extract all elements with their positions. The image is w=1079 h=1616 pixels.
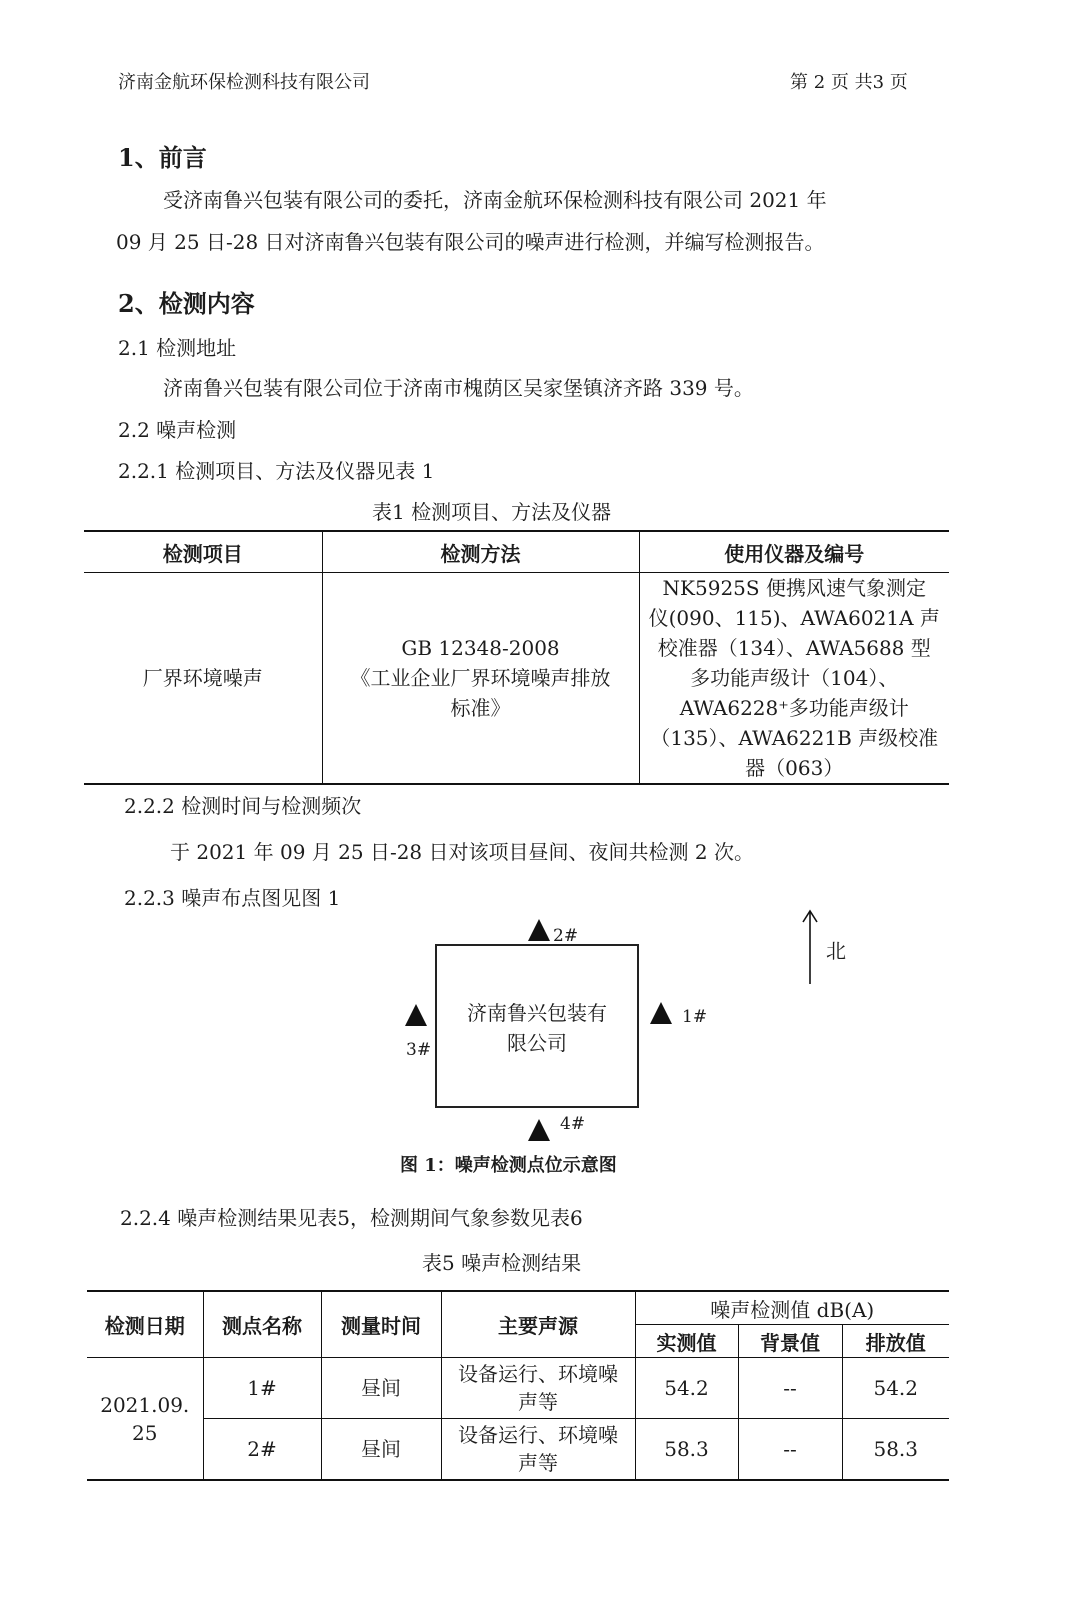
point-4-triangle-icon bbox=[528, 1119, 550, 1141]
table-1-item: 厂界环境噪声 bbox=[142, 666, 263, 690]
table-1-header-method: 检测方法 bbox=[322, 531, 639, 573]
table-1-method bbox=[322, 573, 639, 785]
table-1 bbox=[84, 530, 949, 785]
point-3-triangle-icon bbox=[405, 1004, 427, 1026]
measured-cell: 54.2 bbox=[635, 1358, 738, 1419]
section-2-2-3-heading: 2.2.3 噪声布点图见图 1 bbox=[124, 886, 341, 910]
schedule-text: 于 2021 年 09 月 25 日-28 日对该项目昼间、夜间共检测 2 次。 bbox=[170, 840, 754, 864]
source-cell bbox=[441, 1419, 635, 1481]
section-2-title: 2、检测内容 bbox=[118, 289, 255, 318]
table-1-caption: 表1 检测项目、方法及仪器 bbox=[372, 500, 612, 524]
address-text: 济南鲁兴包装有限公司位于济南市槐荫区吴家堡镇济齐路 339 号。 bbox=[163, 376, 754, 400]
point-1-triangle-icon bbox=[650, 1002, 672, 1024]
point-cell: 1# bbox=[203, 1358, 321, 1419]
instrument-line: 器（063） bbox=[745, 756, 844, 780]
point-1-label: 1# bbox=[682, 1007, 708, 1027]
source-line: 声等 bbox=[518, 1390, 558, 1414]
table-5-header-date: 检测日期 bbox=[87, 1291, 203, 1358]
table-5-header-time: 测量时间 bbox=[321, 1291, 441, 1358]
table-5 bbox=[87, 1290, 949, 1481]
measured-cell: 58.3 bbox=[635, 1419, 738, 1481]
table-1-header-item: 检测项目 bbox=[84, 531, 322, 573]
north-arrow-icon bbox=[800, 908, 820, 986]
point-4-label: 4# bbox=[560, 1114, 586, 1134]
section-2-2-1-heading: 2.2.1 检测项目、方法及仪器见表 1 bbox=[118, 459, 435, 483]
source-line: 设备运行、环境噪 bbox=[458, 1423, 618, 1447]
table-1-instruments bbox=[639, 573, 949, 785]
source-line: 声等 bbox=[518, 1451, 558, 1475]
instrument-line: 仪(090、115)、AWA6021A 声 bbox=[648, 606, 940, 630]
table-5-header-noise-value: 噪声检测值 dB(A) bbox=[635, 1291, 949, 1325]
table-5-header-source: 主要声源 bbox=[441, 1291, 635, 1358]
instrument-line: AWA6228⁺多功能声级计 bbox=[679, 696, 909, 720]
point-3-label: 3# bbox=[406, 1040, 432, 1060]
table-5-caption: 表5 噪声检测结果 bbox=[422, 1251, 582, 1275]
method-line: 《工业企业厂界环境噪声排放 bbox=[350, 666, 611, 690]
emission-cell: 54.2 bbox=[842, 1358, 949, 1419]
method-line: 标准》 bbox=[450, 696, 511, 720]
section-1-title: 1、前言 bbox=[118, 143, 207, 172]
background-cell: -- bbox=[738, 1358, 842, 1419]
site-name-line: 限公司 bbox=[507, 1031, 567, 1055]
section-1-line-2: 09 月 25 日-28 日对济南鲁兴包装有限公司的噪声进行检测，并编写检测报告。 bbox=[116, 230, 825, 254]
point-2-label: 2# bbox=[553, 926, 579, 946]
site-boundary-box bbox=[435, 944, 639, 1108]
table-5-header-point: 测点名称 bbox=[203, 1291, 321, 1358]
date-line: 2021.09. bbox=[100, 1392, 190, 1417]
instrument-line: 多功能声级计（104）、 bbox=[690, 666, 899, 690]
instrument-line: （135）、AWA6221B 声级校准 bbox=[650, 726, 939, 750]
method-line: GB 12348-2008 bbox=[401, 636, 560, 660]
source-cell bbox=[441, 1358, 635, 1419]
table-row bbox=[87, 1419, 949, 1481]
table-1-header-instrument: 使用仪器及编号 bbox=[639, 531, 949, 573]
section-1-line-1: 受济南鲁兴包装有限公司的委托，济南金航环保检测科技有限公司 2021 年 bbox=[163, 188, 827, 212]
header-company: 济南金航环保检测科技有限公司 bbox=[118, 72, 370, 93]
table-row bbox=[87, 1358, 949, 1419]
time-cell: 昼间 bbox=[321, 1419, 441, 1481]
table-5-subheader-emission: 排放值 bbox=[842, 1325, 949, 1358]
table-5-subheader-background: 背景值 bbox=[738, 1325, 842, 1358]
figure-1-caption: 图 1：噪声检测点位示意图 bbox=[400, 1155, 617, 1176]
time-cell: 昼间 bbox=[321, 1358, 441, 1419]
table-5-date bbox=[87, 1358, 203, 1481]
section-2-2-2-heading: 2.2.2 检测时间与检测频次 bbox=[124, 794, 362, 818]
section-2-2-heading: 2.2 噪声检测 bbox=[118, 418, 237, 442]
north-label: 北 bbox=[826, 939, 846, 963]
source-line: 设备运行、环境噪 bbox=[458, 1362, 618, 1386]
header-page-number: 第 2 页 共3 页 bbox=[790, 72, 908, 93]
section-2-2-4-heading: 2.2.4 噪声检测结果见表5，检测期间气象参数见表6 bbox=[120, 1206, 583, 1230]
section-2-1-heading: 2.1 检测地址 bbox=[118, 336, 237, 360]
point-cell: 2# bbox=[203, 1419, 321, 1481]
table-5-subheader-measured: 实测值 bbox=[635, 1325, 738, 1358]
instrument-line: 校准器（134）、AWA5688 型 bbox=[657, 636, 931, 660]
point-2-triangle-icon bbox=[528, 919, 550, 941]
site-name-line: 济南鲁兴包装有 bbox=[467, 1001, 607, 1025]
emission-cell: 58.3 bbox=[842, 1419, 949, 1481]
background-cell: -- bbox=[738, 1419, 842, 1481]
date-line: 25 bbox=[132, 1420, 158, 1445]
instrument-line: NK5925S 便携风速气象测定 bbox=[662, 576, 926, 600]
